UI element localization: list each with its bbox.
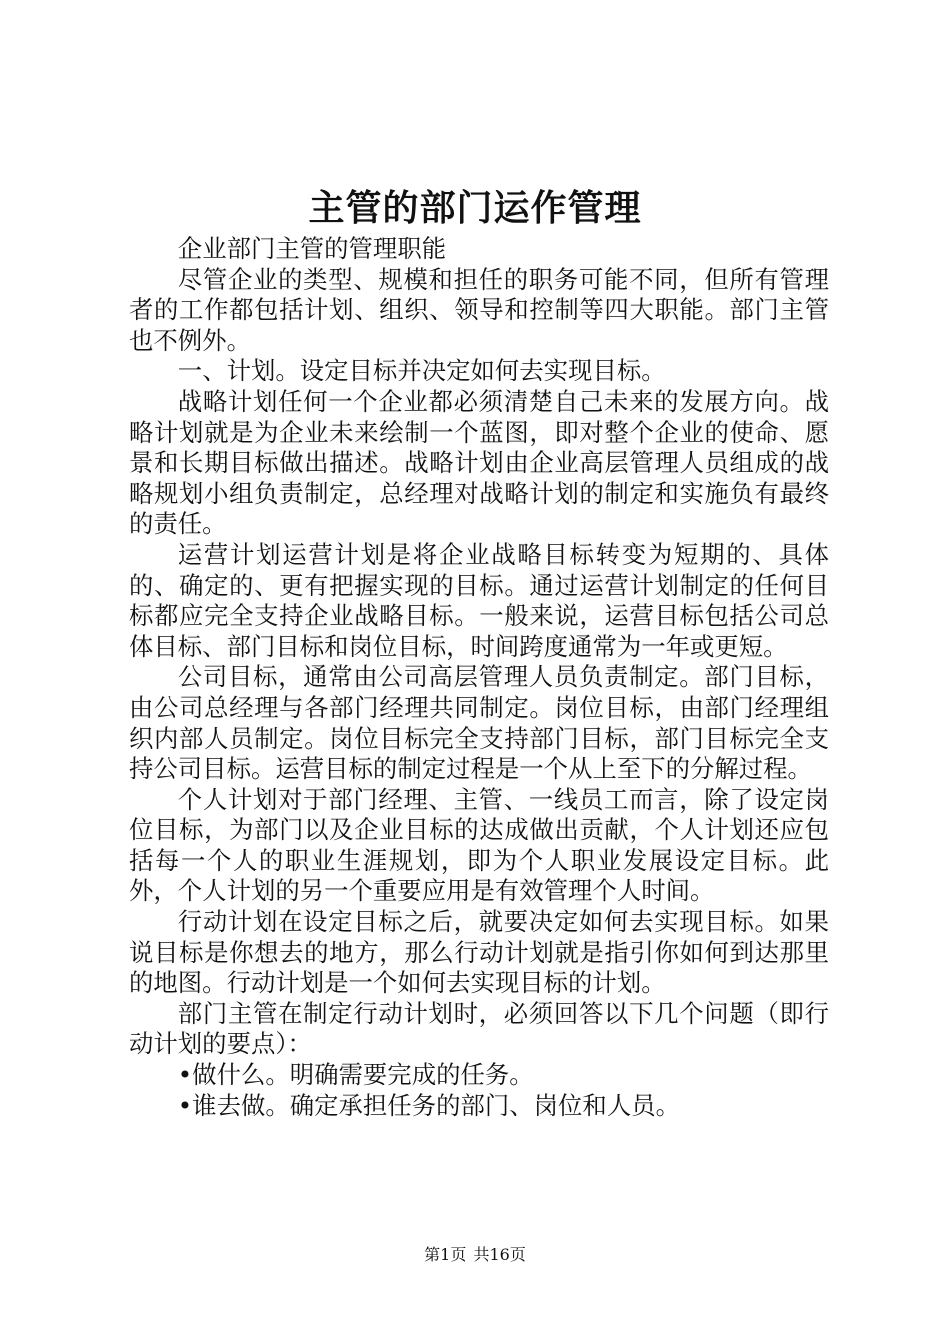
page-footer bbox=[0, 1244, 950, 1266]
bullet-item: •做什么。明确需要完成的任务。 bbox=[177, 1060, 534, 1090]
paragraph: 尽管企业的类型、规模和担任的职务可能不同，但所有管理者的工作都包括计划、组织、领导和控制等四大职能。部门主管也不例外。 bbox=[129, 264, 829, 355]
document-body bbox=[129, 234, 829, 1121]
page-total: 共16页 bbox=[473, 1245, 526, 1264]
document-title: 主管的部门运作管理 bbox=[308, 187, 642, 229]
paragraph-section-heading: 企业部门主管的管理职能 bbox=[177, 234, 447, 263]
bullet-item: •谁去做。确定承担任务的部门、岗位和人员。 bbox=[177, 1090, 680, 1120]
paragraph: 行动计划在设定目标之后，就要决定如何去实现目标。如果说目标是你想去的地方，那么行动计划就是指引你如何到达那里的地图。行动计划是一个如何去实现目标的计划。 bbox=[129, 907, 829, 998]
paragraph: 公司目标，通常由公司高层管理人员负责制定。部门目标，由公司总经理与各部门经理共同制定。岗位目标，由部门经理组织内部人员制定。岗位目标完全支持部门目标，部门目标完全支持公司目标。运营目标的制定过程是一个从上至下的分解过程。 bbox=[129, 662, 829, 784]
paragraph: 个人计划对于部门经理、主管、一线员工而言，除了设定岗位目标，为部门以及企业目标的达成做出贡献，个人计划还应包括每一个人的职业生涯规划，即为个人职业发展设定目标。此外，个人计划的另一个重要应用是有效管理个人时间。 bbox=[129, 784, 829, 906]
paragraph: 部门主管在制定行动计划时，必须回答以下几个问题（即行动计划的要点）： bbox=[129, 998, 829, 1059]
paragraph: 运营计划运营计划是将企业战略目标转变为短期的、具体的、确定的、更有把握实现的目标。通过运营计划制定的任何目标都应完全支持企业战略目标。一般来说，运营目标包括公司总体目标、部门目标和岗位目标，时间跨度通常为一年或更短。 bbox=[129, 539, 829, 661]
page-number: 第1页 bbox=[424, 1245, 467, 1264]
paragraph-planning-heading: 一、计划。设定目标并决定如何去实现目标。 bbox=[177, 356, 666, 386]
paragraph: 战略计划任何一个企业都必须清楚自己未来的发展方向。战略计划就是为企业未来绘制一个蓝图，即对整个企业的使命、愿景和长期目标做出描述。战略计划由企业高层管理人员组成的战略规划小组负责制定，总经理对战略计划的制定和实施负有最终的责任。 bbox=[129, 386, 829, 539]
